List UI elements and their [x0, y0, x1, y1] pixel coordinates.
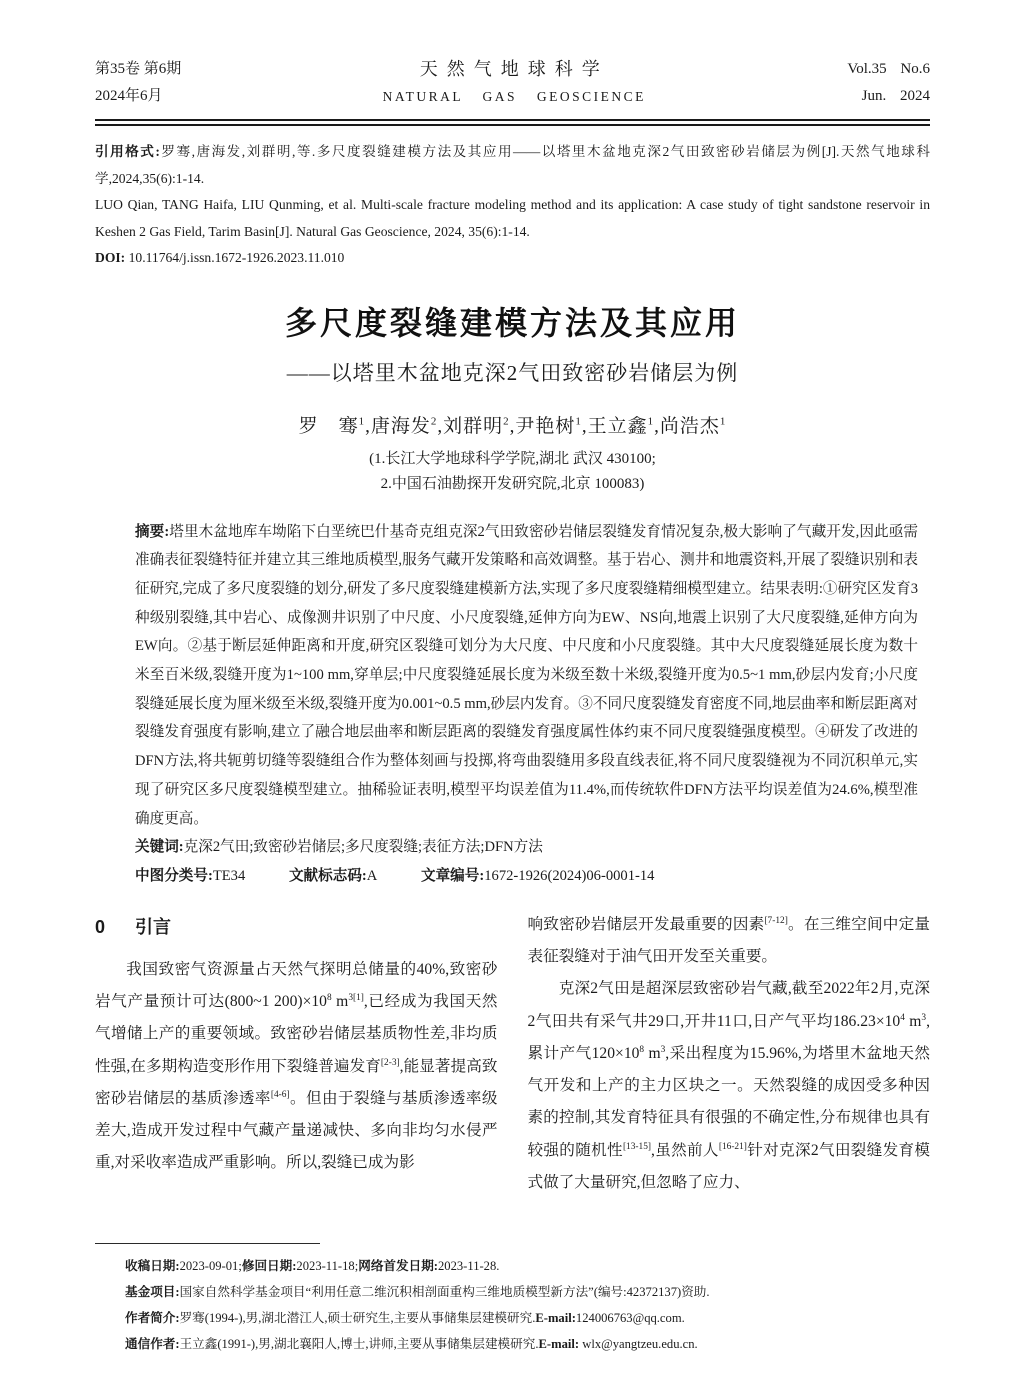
issue-date-en: Jun. 2024: [861, 88, 930, 104]
article-subtitle: ——以塔里木盆地克深2气田致密砂岩储层为例: [286, 360, 739, 385]
header-center: [181, 56, 847, 110]
article-id: 文章编号:1672-1926(2024)06-0001-14: [420, 867, 655, 884]
abstract-label: 摘要:: [135, 523, 170, 540]
section-title: 引言: [135, 916, 172, 937]
section-heading: [95, 913, 498, 939]
header-left: [95, 56, 181, 110]
footnote-rule: [95, 1243, 320, 1244]
left-column: [95, 909, 498, 1200]
volume-issue-cn: 第35卷 第6期: [95, 61, 182, 77]
affiliation-2: 2.中国石油勘探开发研究院,北京 100083): [380, 475, 645, 492]
authors-line: 罗 骞$^1$,唐海发$^2$,刘群明$^2$,尹艳树$^1$,王立鑫$^1$,尚浩杰$^1$: [298, 415, 727, 437]
footnote-corresponding-author: 通信作者:王立鑫(1991-),男,湖北襄阳人,博士,讲师,主要从事储集层建模研究.E-mail: wlx@yangtzeu.edu.cn.: [125, 1337, 698, 1351]
citation-cn: [95, 139, 930, 192]
abstract-paragraph: [135, 518, 918, 834]
doi-label: DOI:: [95, 250, 126, 265]
doi-line: [95, 245, 930, 272]
journal-header: [95, 56, 930, 110]
journal-title-cn: 天然气地球科学: [419, 59, 609, 79]
clc-number: 中图分类号:TE34: [135, 867, 246, 884]
citation-en: LUO Qian, TANG Haifa, LIU Qunming, et al. Multi-scale fracture modeling method and its application: A case study of tight sandstone reservoir in Keshen 2 Gas Field, Tarim Basin[J]. Natural Gas Geoscience, 2024, 35(6):1-14.: [95, 197, 930, 239]
keywords-label: 关键词:: [135, 839, 184, 856]
section-number: 0: [95, 916, 106, 937]
footnote-dates: 收稿日期:2023-09-01;修回日期:2023-11-18;网络首发日期:2023-11-28.: [125, 1259, 500, 1273]
intro-paragraph-1: 我国致密气资源量占天然气探明总储量的40%,致密砂岩气产量预计可达(800~1 $200)\times 10^8$ $m^{3[1]}$,已经成为我国天然气增储上产的重要领域。致密砂岩储层基质物性差,非均质性强,在多期构造变形作用下裂缝普遍发育[2-3],能显著提高致密砂岩储层的基质渗透率[4-6]。但由于裂缝与基质渗透率级差大,造成开发过程中气藏产量递减快、多向非均匀水侵严重,对采收率造成严重影响。所以,裂缝已成为影: [95, 960, 498, 1172]
intro-paragraph-3: 克深2气田是超深层致密砂岩气藏,截至2022年2月,克深2气田共有采气井29口,开井11口,日产气平均$186.23\times 10^4$ $m^3$,累计产气$120\times 10^8$ $m^3$,采出程度为15.96%,为塔里木盆地天然气开发和上产的主力区块之一。天然裂缝的成因受多种因素的控制,其发育特征具有很强的不确定性,分布规律也具有较强的随机性[13-15],虽然前人[16-21]针对克深2气田裂缝发育模式做了大量研究,但忽略了应力、: [527, 980, 931, 1192]
classification-line: [135, 862, 918, 891]
keywords-text: 克深2气田;致密砂岩储层;多尺度裂缝;表征方法;DFN方法: [183, 839, 543, 856]
article-title: 多尺度裂缝建模方法及其应用: [284, 304, 740, 341]
issue-date-cn: 2024年6月: [95, 88, 163, 104]
abstract-block: [95, 518, 930, 891]
right-column: [528, 909, 931, 1200]
abstract-text: 塔里木盆地库车坳陷下白垩统巴什基奇克组克深2气田致密砂岩储层裂缝发育情况复杂,极大影响了气藏开发,因此亟需准确表征裂缝特征并建立其三维地质模型,服务气藏开发策略和高效调整。基于岩心、测井和地震资料,开展了裂缝识别和表征研究,完成了多尺度裂缝的划分,研发了多尺度裂缝建模新方法,实现了多尺度裂缝精细模型建立。结果表明:①研究区发育3种级别裂缝,其中岩心、成像测井识别了中尺度、小尺度裂缝,延伸方向为EW、NS向,地震上识别了大尺度裂缝,延伸方向为EW向。②基于断层延伸距离和开度,研究区裂缝可划分为大尺度、中尺度和小尺度裂缝。其中大尺度裂缝延展长度为数十米至百米级,裂缝开度为1~100 mm,穿单层;中尺度裂缝延展长度为米级至数十米级,裂缝开度为0.5~1 mm,砂层内发育;小尺度裂缝延展长度为厘米级至米级,裂缝开度为0.001~0.5 mm,砂层内发育。③不同尺度裂缝发育密度不同,地层曲率和断层距离对裂缝发育强度有影响,建立了融合地层曲率和断层距离的裂缝发育强度属性体约束不同尺度裂缝强度模型。④研发了改进的DFN方法,将共轭剪切缝等裂缝组合作为整体刻画与投掷,将弯曲裂缝用多段直线表征,将不同尺度裂缝视为不同沉积单元,实现了研究区多尺度裂缝模型建立。抽稀验证表明,模型平均误差值为11.4%,而传统软件DFN方法平均误差值为24.6%,模型准确度更高。: [135, 523, 918, 827]
journal-title-en: NATURAL GAS GEOSCIENCE: [382, 89, 646, 104]
keywords-line: [135, 833, 918, 862]
header-right: [847, 56, 930, 110]
doi-value: 10.11764/j.issn.1672-1926.2023.11.010: [125, 250, 345, 265]
citation-block: [95, 139, 930, 272]
citation-cn-text: 罗骞,唐海发,刘群明,等.多尺度裂缝建模方法及其应用——以塔里木盆地克深2气田致密砂岩储层为例[J].天然气地球科学,2024,35(6):1-14.: [95, 144, 930, 186]
document-code: 文献标志码:A: [288, 867, 378, 884]
intro-paragraph-2: 响致密砂岩储层开发最重要的因素[7-12]。在三维空间中定量表征裂缝对于油气田开发至关重要。: [527, 915, 930, 965]
footnote-author-bio: 作者简介:罗骞(1994-),男,湖北潜江人,硕士研究生,主要从事储集层建模研究.E-mail:124006763@qq.com.: [125, 1311, 685, 1325]
double-rule: [95, 119, 930, 126]
citation-label: 引用格式:: [95, 144, 160, 159]
footnote-fund: 基金项目:国家自然科学基金项目“利用任意二维沉积相剖面重构三维地质模型新方法”(编号:42372137)资助.: [125, 1285, 710, 1299]
footnote-block: [95, 1243, 930, 1357]
volume-issue-en: Vol.35 No.6: [847, 61, 930, 77]
body-columns: [95, 909, 930, 1200]
affiliation-1: (1.长江大学地球科学学院,湖北 武汉 430100;: [369, 450, 656, 467]
